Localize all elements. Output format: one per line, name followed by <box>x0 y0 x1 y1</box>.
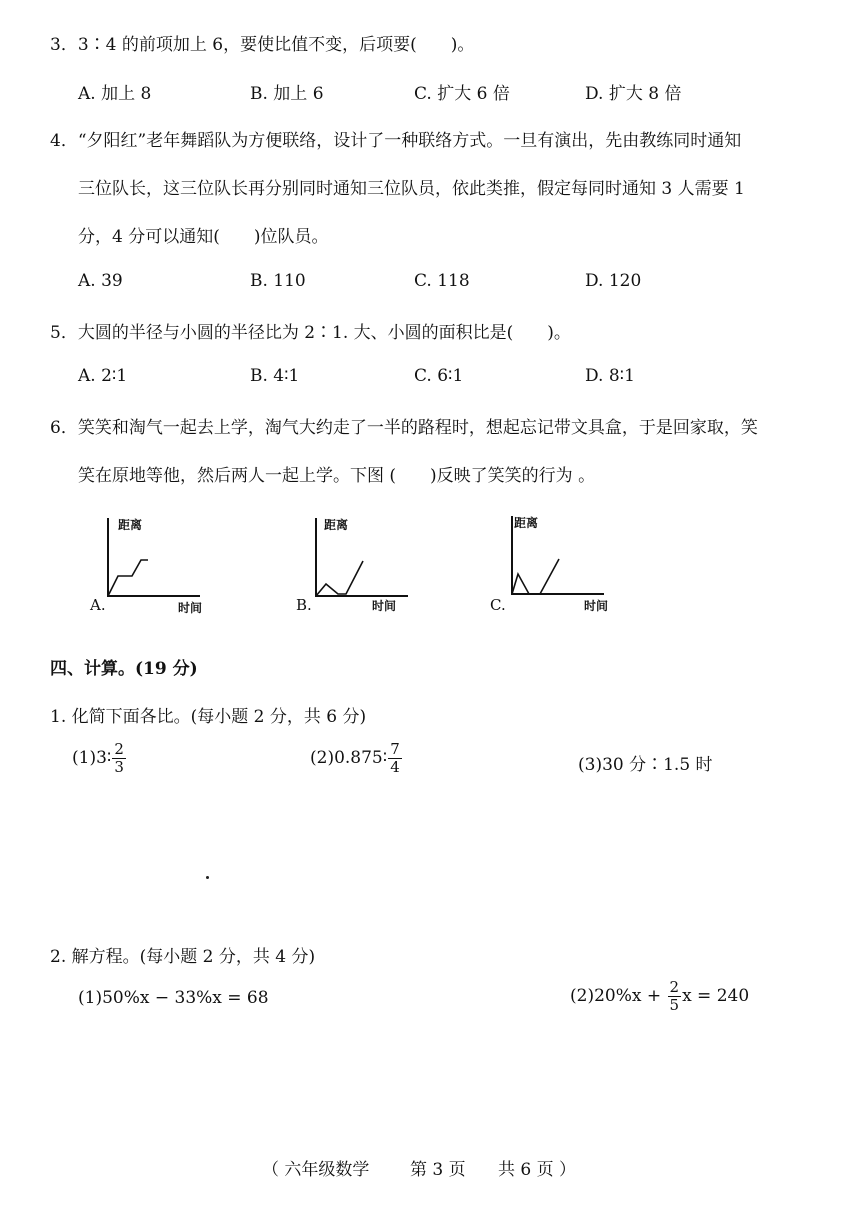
q5-option-c: C. 6∶1 <box>414 366 464 386</box>
simplify-item-3: (3)30 分∶1.5 时 <box>578 755 713 775</box>
q3-option-c: C. 扩大 6 倍 <box>414 84 510 104</box>
q6-graph-c <box>492 506 622 616</box>
q4-option-b: B. 110 <box>250 271 306 291</box>
graph-b-letter: B. <box>296 596 312 614</box>
fraction-numerator: 7 <box>390 740 400 758</box>
q3-text: 3∶4 的前项加上 6，要使比值不变，后项要( )。 <box>77 35 475 55</box>
equation-2-suffix: x = 240 <box>682 986 750 1006</box>
graph-c-letter: C. <box>490 596 506 614</box>
footer-total: 共 6 页 ） <box>498 1160 577 1180</box>
fraction-denominator: 5 <box>669 996 680 1014</box>
stray-mark <box>206 876 209 879</box>
simplify-item-2-fraction <box>388 742 402 775</box>
equation-2-prefix: (2)20%x + <box>570 986 667 1006</box>
graph-c-ylabel: 距离 <box>514 516 539 530</box>
q3-option-d: D. 扩大 8 倍 <box>585 84 682 104</box>
q3-option-b: B. 加上 6 <box>250 84 324 104</box>
q4-number: 4． <box>50 131 78 151</box>
graph-a-letter: A. <box>90 596 106 614</box>
simplify-item-1-fraction <box>112 742 126 775</box>
equation-1: (1)50%x − 33%x = 68 <box>78 988 269 1008</box>
q4-option-a: A. 39 <box>78 271 123 291</box>
footer-grade: （ 六年级数学 <box>262 1160 370 1180</box>
q6-text-1: 笑笑和淘气一起去上学，淘气大约走了一半的路程时，想起忘记带文具盒，于是回家取，笑 <box>77 418 758 438</box>
q3-stem <box>50 30 474 55</box>
q4-line-1 <box>50 126 741 151</box>
q4-text-1: “夕阳红”老年舞蹈队为方便联络，设计了一种联络方式。一旦有演出，先由教练同时通知 <box>77 131 742 151</box>
graph-c-line <box>512 559 559 594</box>
graph-b-plot <box>296 508 426 618</box>
equation-2-fraction <box>668 980 682 1013</box>
q6-graph-a <box>88 508 218 618</box>
graph-c-xlabel: 时间 <box>584 599 609 613</box>
q4-option-d: D. 120 <box>585 271 642 291</box>
simplify-item-1 <box>72 742 127 775</box>
graph-b-line <box>316 561 363 596</box>
graph-b-xlabel: 时间 <box>372 599 397 613</box>
equation-2 <box>570 980 749 1013</box>
q3-number: 3． <box>50 35 78 55</box>
fraction-denominator: 3 <box>114 758 124 776</box>
q4-option-c: C. 118 <box>414 271 470 291</box>
graph-a-xlabel: 时间 <box>178 601 203 615</box>
q5-stem <box>50 318 571 343</box>
graph-b-ylabel: 距离 <box>324 518 349 532</box>
graph-a-ylabel: 距离 <box>118 518 143 532</box>
q6-line-1 <box>50 413 758 438</box>
fraction-denominator: 4 <box>390 758 400 776</box>
footer-page: 第 3 页 <box>410 1160 466 1180</box>
q6-line-2: 笑在原地等他，然后两人一起上学。下图 ( )反映了笑笑的行为 。 <box>78 466 596 486</box>
q6-graph-b <box>296 508 426 618</box>
graph-a-line <box>108 560 148 596</box>
fraction-numerator: 2 <box>669 978 680 996</box>
q4-line-2: 三位队长，这三位队长再分别同时通知三位队员，依此类推，假定每同时通知 3 人需要 1 <box>78 179 745 199</box>
q5-option-d: D. 8∶1 <box>585 366 635 386</box>
q4-line-3: 分，4 分可以通知( )位队员。 <box>78 227 329 247</box>
q5-option-b: B. 4∶1 <box>250 366 300 386</box>
simplify-item-1-prefix: (1)3∶ <box>72 748 112 768</box>
q5-number: 5． <box>50 323 78 343</box>
simplify-item-2 <box>310 742 403 775</box>
calc-part1-title: 1. 化简下面各比。(每小题 2 分，共 6 分) <box>50 707 367 727</box>
calc-part2-title: 2. 解方程。(每小题 2 分，共 4 分) <box>50 947 316 967</box>
q5-option-a: A. 2∶1 <box>78 366 128 386</box>
q5-text: 大圆的半径与小圆的半径比为 2∶1. 大、小圆的面积比是( )。 <box>77 323 571 343</box>
fraction-numerator: 2 <box>114 740 124 758</box>
q3-option-a: A. 加上 8 <box>78 84 152 104</box>
section-4-title: 四、计算。(19 分) <box>50 659 198 679</box>
q6-number: 6． <box>50 418 78 438</box>
simplify-item-2-prefix: (2)0.875∶ <box>310 748 388 768</box>
